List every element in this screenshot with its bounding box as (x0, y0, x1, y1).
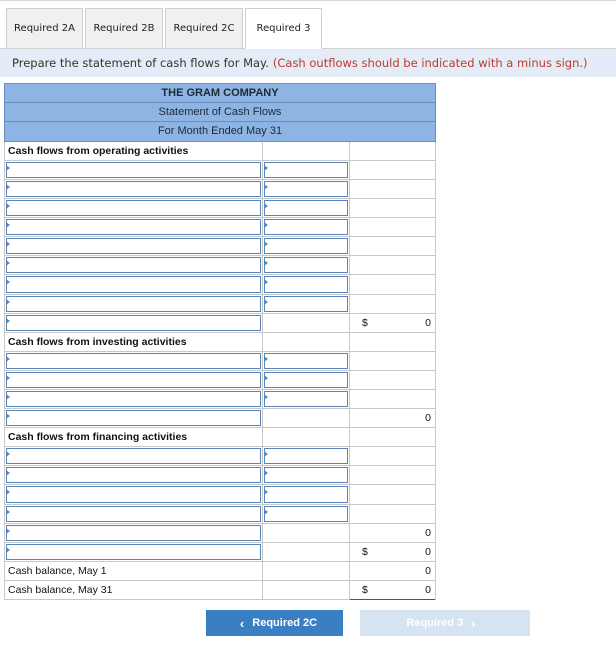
operating-amount-input[interactable] (264, 162, 348, 178)
operating-total-row (4, 314, 436, 333)
operating-entry-row (4, 199, 436, 218)
investing-description-input[interactable] (6, 391, 261, 407)
net-change-label-input[interactable] (6, 544, 261, 560)
net-change-value: 0 (425, 545, 431, 558)
cash-begin-row (4, 562, 436, 581)
operating-amount-input[interactable] (264, 238, 348, 254)
financing-entry-row (4, 485, 436, 504)
investing-amount-input[interactable] (264, 391, 348, 407)
cash-begin-value: 0 (425, 564, 431, 577)
financing-amount-input[interactable] (264, 506, 348, 522)
next-button-label: Required 3 (406, 617, 464, 629)
cash-flow-statement (4, 83, 436, 600)
tab-required-2c[interactable]: Required 2C (165, 8, 243, 49)
company-name: THE GRAM COMPANY (4, 83, 436, 103)
operating-entry-row (4, 161, 436, 180)
previous-button-label: Required 2C (252, 617, 318, 629)
investing-entry-row (4, 371, 436, 390)
statement-period: For Month Ended May 31 (4, 122, 436, 142)
operating-description-input[interactable] (6, 296, 261, 312)
operating-amount-input[interactable] (264, 219, 348, 235)
instruction-note: (Cash outflows should be indicated with a minus sign.) (272, 56, 588, 70)
net-change-row (4, 543, 436, 562)
dollar-sign: $ (362, 583, 368, 596)
financing-description-input[interactable] (6, 448, 261, 464)
operating-amount-input[interactable] (264, 296, 348, 312)
financing-total-label-input[interactable] (6, 525, 261, 541)
investing-amount-input[interactable] (264, 353, 348, 369)
financing-heading: Cash flows from financing activities (5, 428, 263, 446)
tab-required-2a[interactable]: Required 2A (6, 8, 83, 49)
financing-total-value: 0 (425, 526, 431, 539)
double-underline (350, 598, 435, 600)
cash-end-row (4, 581, 436, 600)
financing-description-input[interactable] (6, 486, 261, 502)
tab-required-2b[interactable]: Required 2B (85, 8, 163, 49)
operating-entry-row (4, 180, 436, 199)
operating-description-input[interactable] (6, 181, 261, 197)
instruction-bar (0, 49, 616, 77)
investing-description-input[interactable] (6, 372, 261, 388)
investing-description-input[interactable] (6, 353, 261, 369)
operating-entry-row (4, 275, 436, 294)
operating-heading-row (4, 142, 436, 161)
operating-entry-row (4, 237, 436, 256)
investing-amount-input[interactable] (264, 372, 348, 388)
financing-entry-row (4, 505, 436, 524)
financing-amount-input[interactable] (264, 448, 348, 464)
operating-total-label-input[interactable] (6, 315, 261, 331)
tab-bar (0, 0, 616, 48)
cash-end-label: Cash balance, May 31 (5, 581, 263, 599)
financing-amount-input[interactable] (264, 486, 348, 502)
operating-description-input[interactable] (6, 276, 261, 292)
dollar-sign: $ (362, 545, 368, 558)
operating-total-value: 0 (425, 316, 431, 329)
financing-entry-row (4, 466, 436, 485)
financing-entry-row (4, 447, 436, 466)
investing-heading-row (4, 333, 436, 352)
statement-title: Statement of Cash Flows (4, 103, 436, 123)
operating-amount-input[interactable] (264, 257, 348, 273)
financing-description-input[interactable] (6, 467, 261, 483)
previous-required-button[interactable] (206, 610, 343, 636)
dollar-sign: $ (362, 316, 368, 329)
investing-entry-row (4, 352, 436, 371)
investing-entry-row (4, 390, 436, 409)
instruction-text: Prepare the statement of cash flows for May. (12, 56, 269, 70)
investing-heading: Cash flows from investing activities (5, 333, 263, 351)
operating-description-input[interactable] (6, 257, 261, 273)
operating-entry-row (4, 218, 436, 237)
investing-total-row (4, 409, 436, 428)
chevron-right-icon: › (471, 615, 476, 631)
cash-end-value: 0 (425, 583, 431, 596)
next-required-button[interactable] (360, 610, 530, 636)
cash-begin-label: Cash balance, May 1 (5, 562, 263, 580)
operating-amount-input[interactable] (264, 276, 348, 292)
operating-amount-input[interactable] (264, 200, 348, 216)
chevron-left-icon: ‹ (239, 615, 245, 631)
operating-description-input[interactable] (6, 219, 261, 235)
operating-description-input[interactable] (6, 162, 261, 178)
tab-required-3[interactable]: Required 3 (245, 8, 322, 49)
operating-entry-row (4, 256, 436, 275)
operating-amount-input[interactable] (264, 181, 348, 197)
financing-heading-row (4, 428, 436, 447)
financing-description-input[interactable] (6, 506, 261, 522)
operating-description-input[interactable] (6, 238, 261, 254)
operating-entry-row (4, 295, 436, 314)
financing-amount-input[interactable] (264, 467, 348, 483)
investing-total-label-input[interactable] (6, 410, 261, 426)
operating-heading: Cash flows from operating activities (5, 142, 263, 160)
operating-description-input[interactable] (6, 200, 261, 216)
financing-total-row (4, 524, 436, 543)
investing-total-value: 0 (425, 412, 431, 425)
